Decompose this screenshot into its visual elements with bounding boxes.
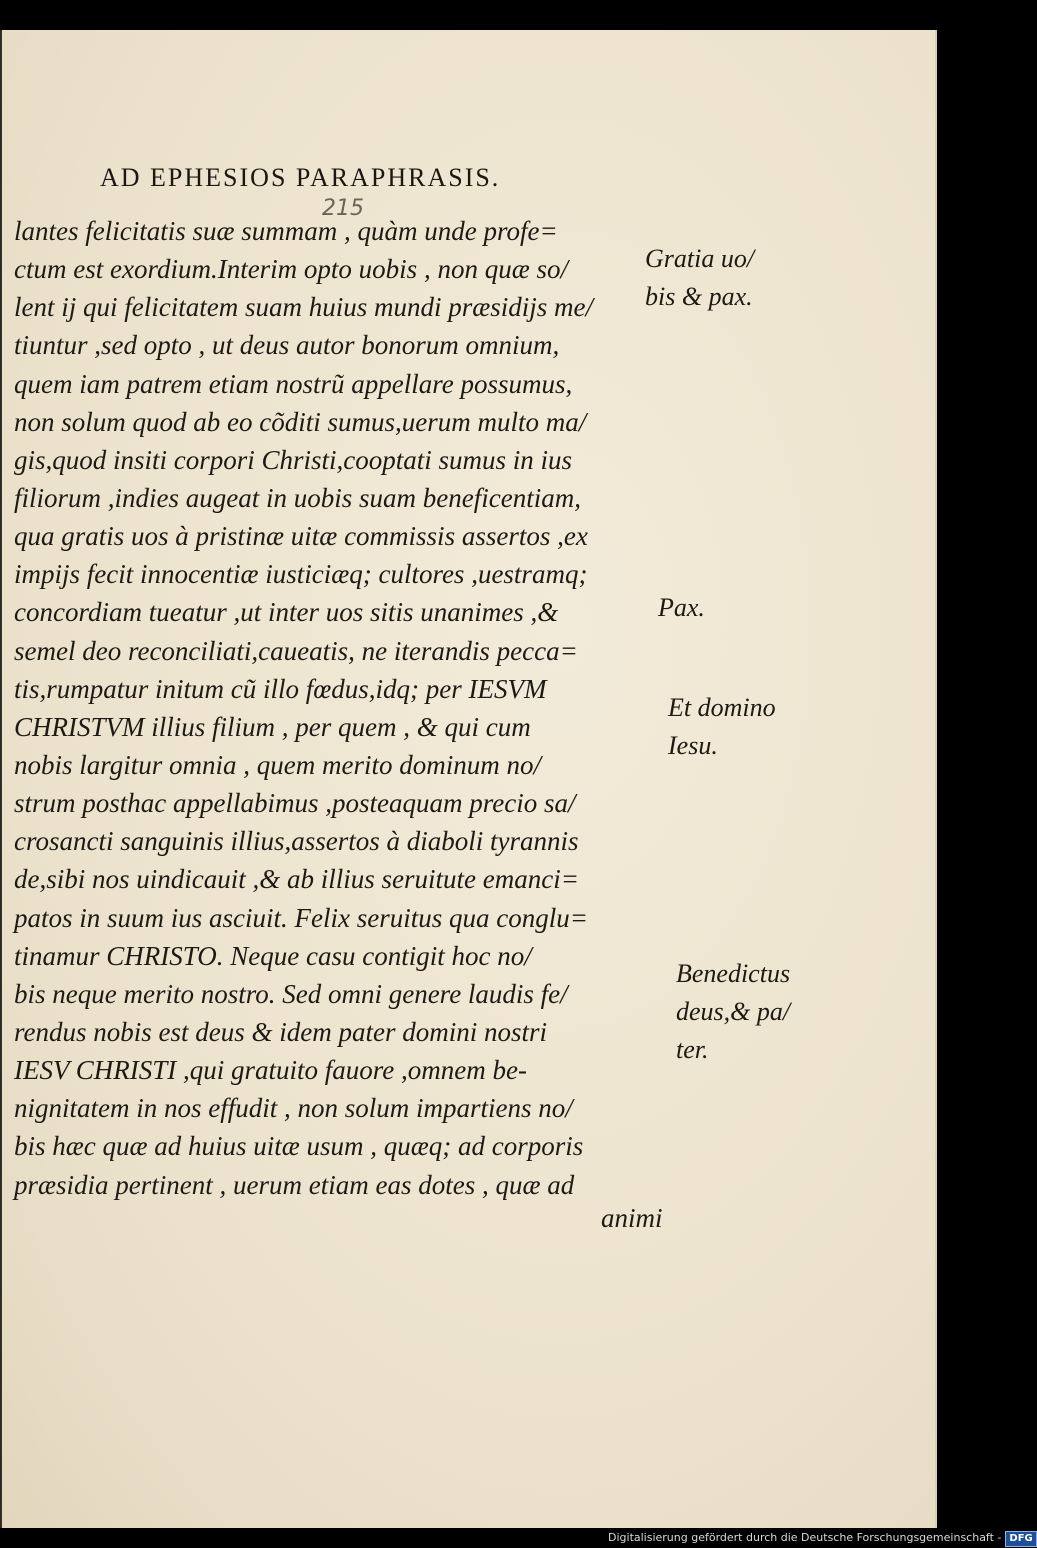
text-line: IESV CHRISTI ,qui gratuito fauore ,omnem be-	[14, 1055, 527, 1086]
text-line: rendus nobis est deus & idem pater domini nostri	[14, 1016, 547, 1047]
text-line: strum posthac appellabimus ,posteaquam precio sa/	[14, 788, 576, 819]
margin-note-line: Benedictus	[676, 959, 791, 988]
margin-note-line: Iesu.	[668, 731, 718, 760]
margin-note-line: Gratia uo/	[645, 244, 755, 273]
margin-note-gratia	[645, 240, 754, 316]
text-line: CHRISTVM illius filium , per quem , & qui cum	[14, 711, 531, 742]
margin-note-pax	[658, 589, 705, 627]
digitization-credit	[608, 1529, 1037, 1547]
text-line: crosancti sanguinis illius,assertos à diaboli tyrannis	[14, 826, 579, 857]
main-text-block	[14, 212, 674, 1204]
margin-note-domino	[668, 689, 776, 765]
text-line: qua gratis uos à pristinæ uitæ commissis assertos ,ex	[14, 521, 588, 552]
margin-note-line: Et domino	[668, 693, 776, 722]
text-line: tis,rumpatur initum cũ illo fœdus,idq; per IESVM	[14, 673, 547, 704]
text-line: filiorum ,indies augeat in uobis suam beneficentiam,	[14, 482, 581, 513]
text-line: nobis largitur omnia , quem merito dominum no/	[14, 749, 542, 780]
text-line: concordiam tueatur ,ut inter uos sitis unanimes ,&	[14, 597, 559, 628]
text-line: quem iam patrem etiam nostrũ appellare possumus,	[14, 368, 573, 399]
text-line: lent ij qui felicitatem suam huius mundi præsidijs me/	[14, 292, 593, 323]
text-line: impijs fecit innocentiæ iusticiæq; cultores ,uestramq;	[14, 559, 588, 590]
text-line: nignitatem in nos effudit , non solum impartiens no/	[14, 1093, 573, 1124]
margin-note-benedictus	[676, 955, 790, 1069]
catchword: animi	[601, 1203, 663, 1233]
text-line: patos in suum ius asciuit. Felix seruitus qua conglu=	[14, 902, 588, 933]
text-line: bis hæc quæ ad huius uitæ usum , quæq; ad corporis	[14, 1131, 584, 1162]
handwritten-folio-number: 215	[322, 196, 364, 221]
running-header: AD EPHESIOS PARAPHRASIS.	[100, 163, 501, 192]
margin-note-line: deus,& pa/	[676, 997, 791, 1026]
text-line: non solum quod ab eo cõditi sumus,uerum multo ma/	[14, 406, 587, 437]
text-line: tiuntur ,sed opto , ut deus autor bonorum omnium,	[14, 330, 560, 361]
margin-note-line: ter.	[676, 1035, 709, 1064]
text-line: lantes felicitatis suæ summam , quàm unde profe=	[14, 216, 558, 246]
dfg-logo: DFG	[1005, 1531, 1036, 1547]
text-line: præsidia pertinent , uerum etiam eas dotes , quæ ad	[14, 1169, 575, 1200]
text-line: gis,quod insiti corpori Christi,cooptati sumus in ius	[14, 444, 573, 475]
margin-note-line: Pax.	[658, 593, 705, 622]
credit-text: Digitalisierung gefördert durch die Deutsche Forschungsgemeinschaft -	[608, 1531, 1002, 1544]
text-line: semel deo reconciliati,caueatis, ne iterandis pecca=	[14, 635, 578, 666]
text-line: bis neque merito nostro. Sed omni genere laudis fe/	[14, 978, 568, 1009]
margin-note-line: bis & pax.	[645, 282, 753, 311]
text-line: de,sibi nos uindicauit ,& ab illius seruitute emanci=	[14, 864, 579, 895]
text-line: tinamur CHRISTO. Neque casu contigit hoc no/	[14, 940, 532, 971]
text-line: ctum est exordium.Interim opto uobis , non quæ so/	[14, 254, 568, 285]
